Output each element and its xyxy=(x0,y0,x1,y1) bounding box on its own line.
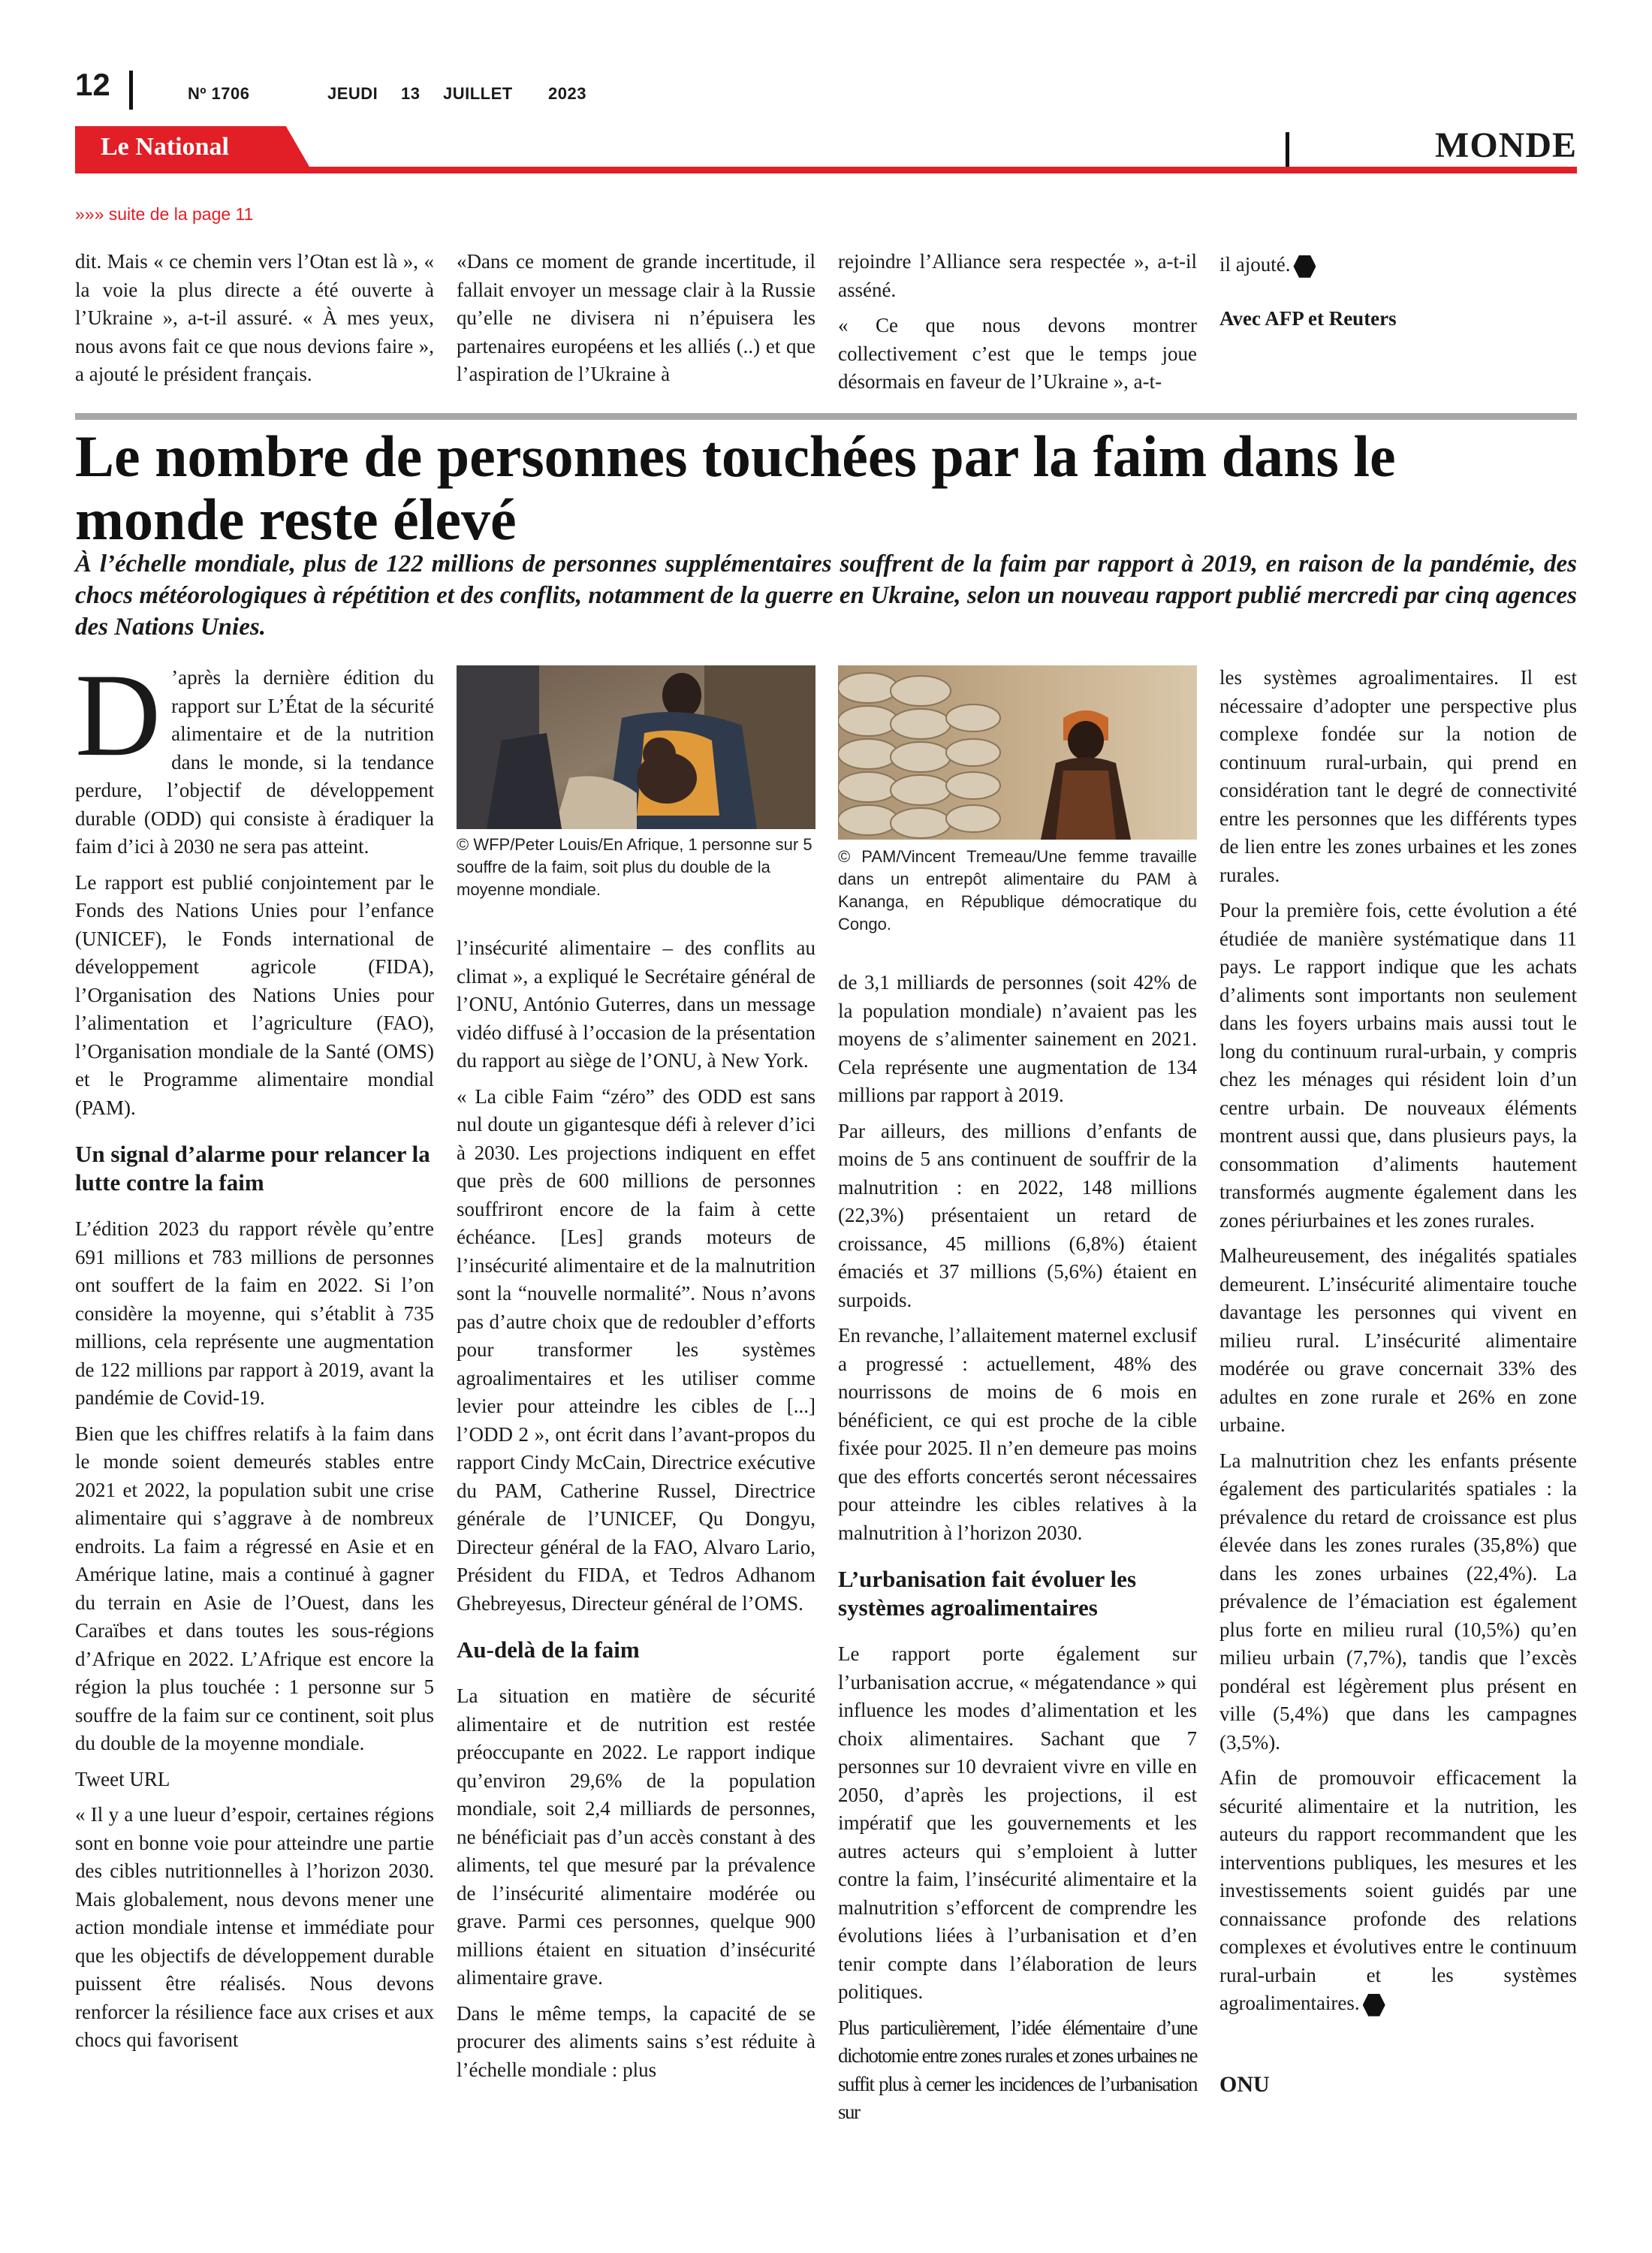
agency-credit: Avec AFP et Reuters xyxy=(1219,306,1397,330)
photo-mother-child-image xyxy=(457,665,815,829)
continued-column-2 xyxy=(457,248,815,397)
page-number: 12 xyxy=(75,67,110,102)
paragraph: Bien que les chiffres relatifs à la faim dans le monde soient demeurés stables entre 2021 et 2022, la population subit une crise alimentaire qui s’aggrave à de nombreux endroits. La faim a régressé en Asie et en Amérique latine, mais a continué à gagner du terrain en Asie de l’Ouest, dans les Caraïbes et dans toutes les sous-régions d’Afrique en 2022. L’Afrique est encore la région la plus touchée : 1 personne sur 5 souffre de la faim sur ce continent, soit plus du double de la moyenne mondiale. xyxy=(75,1422,434,1754)
photo-warehouse-worker xyxy=(838,665,1197,840)
paragraph: En revanche, l’allaitement maternel exclusif a progressé : actuellement, 48% des nourrissons de moins de 6 mois en bénéficient, ce qui est proche de la cible fixée pour 2025. Il n’en demeure pas moins que des efforts concertés seront nécessaires pour atteindre les cibles relatives à la malnutrition à l’horizon 2030. xyxy=(838,1324,1197,1544)
day: 13 xyxy=(401,84,421,103)
subheading: Un signal d’alarme pour relancer la lutte contre la faim xyxy=(75,1141,430,1196)
paragraph: Par ailleurs, des millions d’enfants de moins de 5 ans continuent de souffrir de la malnutrition : en 2022, 148 millions (22,3%) présentaient un retard de croissance, 45 millions (6,8%) étaient émaciés et 37 millions (5,6%) étaient en surpoids. xyxy=(838,1119,1197,1311)
weekday: JEUDI xyxy=(327,84,378,103)
article-column-2 xyxy=(457,934,815,2092)
end-of-article-icon xyxy=(1293,255,1316,278)
article-column-3 xyxy=(838,969,1197,2134)
paragraph: les systèmes agroalimentaires. Il est nécessaire d’adopter une perspective plus complexe fondée sur la notion de continuum rural-urbain, qui prend en considération tant le degré de connectivité entre les personnes que les différents types de lien entre les zones urbaines et les zones rurales. xyxy=(1219,666,1577,886)
article-column-4 xyxy=(1219,664,1577,2106)
paragraph: La situation en matière de sécurité alimentaire et de nutrition est restée préoccupante en 2022. Le rapport indique qu’environ 29,6% de la population mondiale, soit 2,4 milliards de personnes, ne bénéficiait pas d’un accès constant à des aliments, tel que mesuré par la prévalence de l’insécurité alimentaire modérée ou grave. Parmi ces personnes, quelque 900 millions étaient en situation d’insécurité alimentaire grave. xyxy=(457,1684,815,1989)
month: JUILLET xyxy=(443,84,513,103)
end-of-article-icon xyxy=(1363,1994,1385,2016)
continued-column-1 xyxy=(75,248,434,397)
paragraph: Le rapport est publié conjointement par le Fonds des Nations Unies pour l’enfance (UNICEF), le Fonds international de développement agricole (FIDA), l’Organisation des Nations Unies pour l’alimentation et l’agriculture (FAO), l’Organisation mondiale de la Santé (OMS) et le Programme alimentaire mondial (PAM). xyxy=(75,870,434,1119)
paragraph: L’édition 2023 du rapport révèle qu’entre 691 millions et 783 millions de personnes ont souffert de la faim en 2022. Si l’on considère la moyenne, qui s’établit à 735 millions, cela représente une augmentation de 122 millions par rapport à 2019, avant la pandémie de Covid-19. xyxy=(75,1217,434,1409)
continued-from-label: »»» suite de la page 11 xyxy=(75,204,254,224)
photo-caption: © WFP/Peter Louis/En Afrique, 1 personne sur 5 souffre de la faim, soit plus du double de la moyenne mondiale. xyxy=(457,835,812,899)
article-deck: À l’échelle mondiale, plus de 122 millions de personnes supplémentaires souffrent de la faim par rapport à 2019, en raison de la pandémie, des chocs météorologiques à répétition et des conflits, notamment de la guerre en Ukraine, selon un nouveau rapport publié mercredi par cinq agences des Nations Unies. xyxy=(75,550,1577,641)
section-divider xyxy=(1286,132,1289,167)
masthead-divider xyxy=(129,71,133,110)
paragraph: Afin de promouvoir efficacement la sécurité alimentaire et la nutrition, les auteurs du rapport recommandent que les interventions publiques, les mesures et les investissements soient guidés par une connaissance profonde des relations complexes et évolutives entre le continuum rural-urbain et les systèmes agroalimentaires. xyxy=(1219,1766,1577,2014)
paragraph: de 3,1 milliards de personnes (soit 42% de la population mondiale) n’avaient pas les moyens de s’alimenter sainement en 2021. Cela représente une augmentation de 134 millions par rapport à 2019. xyxy=(838,971,1197,1106)
drop-cap: D xyxy=(75,650,161,781)
paper-name: Le National xyxy=(101,133,229,161)
article-column-1 xyxy=(75,650,434,2062)
continued-paragraph: « Ce que nous devons montrer collectivement c’est que le temps joue désormais en faveur de l’Ukraine », a-t- xyxy=(838,314,1197,393)
photo-caption: © PAM/Vincent Tremeau/Une femme travaille dans un entrepôt alimentaire du PAM à Kananga, en République démocratique du Congo. xyxy=(838,847,1197,933)
photo-warehouse-worker-image xyxy=(838,665,1197,840)
paragraph: « La cible Faim “zéro” des ODD est sans nul doute un gigantesque défi à relever d’ici à 2030. Les projections indiquent en effet que près de 600 millions de personnes souffriront encore de la faim à cette échéance. [Les] grands moteurs de l’insécurité alimentaire et de la malnutrition sont la “nouvelle normalité”. Nous n’avons pas d’autre choix que de redoubler d’efforts pour transformer les systèmes agroalimentaires et les utiliser comme levier pour atteindre les cibles de [...] l’ODD 2 », ont écrit dans l’avant-propos du rapport Cindy McCain, Directrice exécutive du PAM, Catherine Russel, Directrice générale de l’UNICEF, Qu Dongyu, Directeur général de la FAO, Alvaro Lario, Président du FIDA, et Tedros Adhanom Ghebreyesus, Directeur général de l’OMS. xyxy=(457,1084,815,1615)
paragraph: Dans le même temps, la capacité de se procurer des aliments sains s’est réduite à l’échelle mondiale : plus xyxy=(457,2001,815,2081)
headline: Le nombre de personnes touchées par la faim dans le monde reste élevé xyxy=(75,424,1396,552)
subheading: L’urbanisation fait évoluer les systèmes agroalimentaires xyxy=(838,1566,1137,1621)
paragraph: « Il y a une lueur d’espoir, certaines régions sont en bonne voie pour atteindre une partie des cibles nutritionnelles à l’horizon 2030. Mais globalement, nous devons mener une action mondiale intense et immédiate pour que les objectifs de développement durable puissent être réalisés. Nous devons renforcer la résilience face aux crises et aux chocs qui favorisent xyxy=(75,1803,434,2051)
paragraph: ’après la dernière édition du rapport sur L’État de la sécurité alimentaire et de la nutrition dans le monde, si la tendance perdure, l’objectif de développement durable (ODD) qui consiste à éradiquer la faim d’ici à 2030 ne sera pas atteint. xyxy=(75,666,434,858)
subheading: Au-delà de la faim xyxy=(457,1636,640,1663)
continued-paragraph: rejoindre l’Alliance sera respectée », a-t-il asséné. xyxy=(838,250,1197,301)
year: 2023 xyxy=(548,84,586,103)
paragraph: Plus particulièrement, l’idée élémentaire d’une dichotomie entre zones rurales et zones urbaines ne suffit plus à cerner les incidences de l’urbanisation sur xyxy=(838,2016,1197,2123)
tweet-url-label: Tweet URL xyxy=(75,1767,170,1790)
paragraph: l’insécurité alimentaire – des conflits au climat », a expliqué le Secrétaire général de l’ONU, António Guterres, dans un message vidéo diffusé à l’occasion de la présentation du rapport au siège de l’ONU, à New York. xyxy=(457,936,815,1072)
paragraph: Pour la première fois, cette évolution a été étudiée de manière systématique dans 11 pays. Le rapport indique que les achats d’aliments sont importants non seulement dans les foyers urbains mais aussi tout le long du continuum rural-urbain, y compris chez les ménages qui résident loin d’un centre urbain. De nouveaux éléments montrent aussi que, dans plusieurs pays, la consommation d’aliments hautement transformés augmente également dans les zones périurbaines et les zones rurales. xyxy=(1219,899,1577,1232)
continued-paragraph: «Dans ce moment de grande incertitude, il fallait envoyer un message clair à la Russie qu’elle ne divisera ni n’épuisera les partenaires européens et les alliés (..) et que l’aspiration de l’Ukraine à xyxy=(457,250,815,385)
paragraph: Le rapport porte également sur l’urbanisation accrue, « mégatendance » qui influence les modes d’alimentation et les choix alimentaires. Sachant que 7 personnes sur 10 devraient vivre en ville en 2050, d’après les projections, il est impératif que les gouvernements et les autres acteurs qui s’emploient à lutter contre la faim, l’insécurité alimentaire et la malnutrition s’efforcent de comprendre les évolutions liées à l’urbanisation et d’en tenir compte dans l’élaboration de leurs politiques. xyxy=(838,1642,1197,2003)
continued-paragraph: il ajouté. xyxy=(1219,253,1291,276)
article-separator xyxy=(75,413,1577,420)
issue-number: Nº 1706 xyxy=(188,84,250,103)
paragraph: Malheureusement, des inégalités spatiales demeurent. L’insécurité alimentaire touche davantage les personnes qui vivent en milieu rural. L’insécurité alimentaire modérée ou grave concernait 33% des adultes en zone rurale et 26% en zone urbaine. xyxy=(1219,1244,1577,1436)
header-rule xyxy=(75,167,1577,173)
photo-mother-child xyxy=(457,665,815,829)
section-title: MONDE xyxy=(1435,125,1577,165)
article-source: ONU xyxy=(1219,2071,1270,2097)
paragraph: La malnutrition chez les enfants présente également des particularités spatiales : la prévalence du retard de croissance est plus élevée dans les zones rurales (35,8%) que dans les zones urbaines (22,4%). La prévalence de l’émaciation est également plus forte en milieu rural (10,5%) qu’en milieu urbain (7,7%), tandis que l’excès pondéral est légèrement plus présent en ville (5,4%) que dans les campagnes (3,5%). xyxy=(1219,1449,1577,1754)
continued-column-4 xyxy=(1219,251,1577,340)
continued-paragraph: dit. Mais « ce chemin vers l’Otan est là », « la voie la plus directe a été ouverte à l’Ukraine », a-t-il assuré. « À mes yeux, nous avons fait ce que nous devions faire », a ajouté le président français. xyxy=(75,250,434,385)
continued-column-3 xyxy=(838,248,1197,404)
